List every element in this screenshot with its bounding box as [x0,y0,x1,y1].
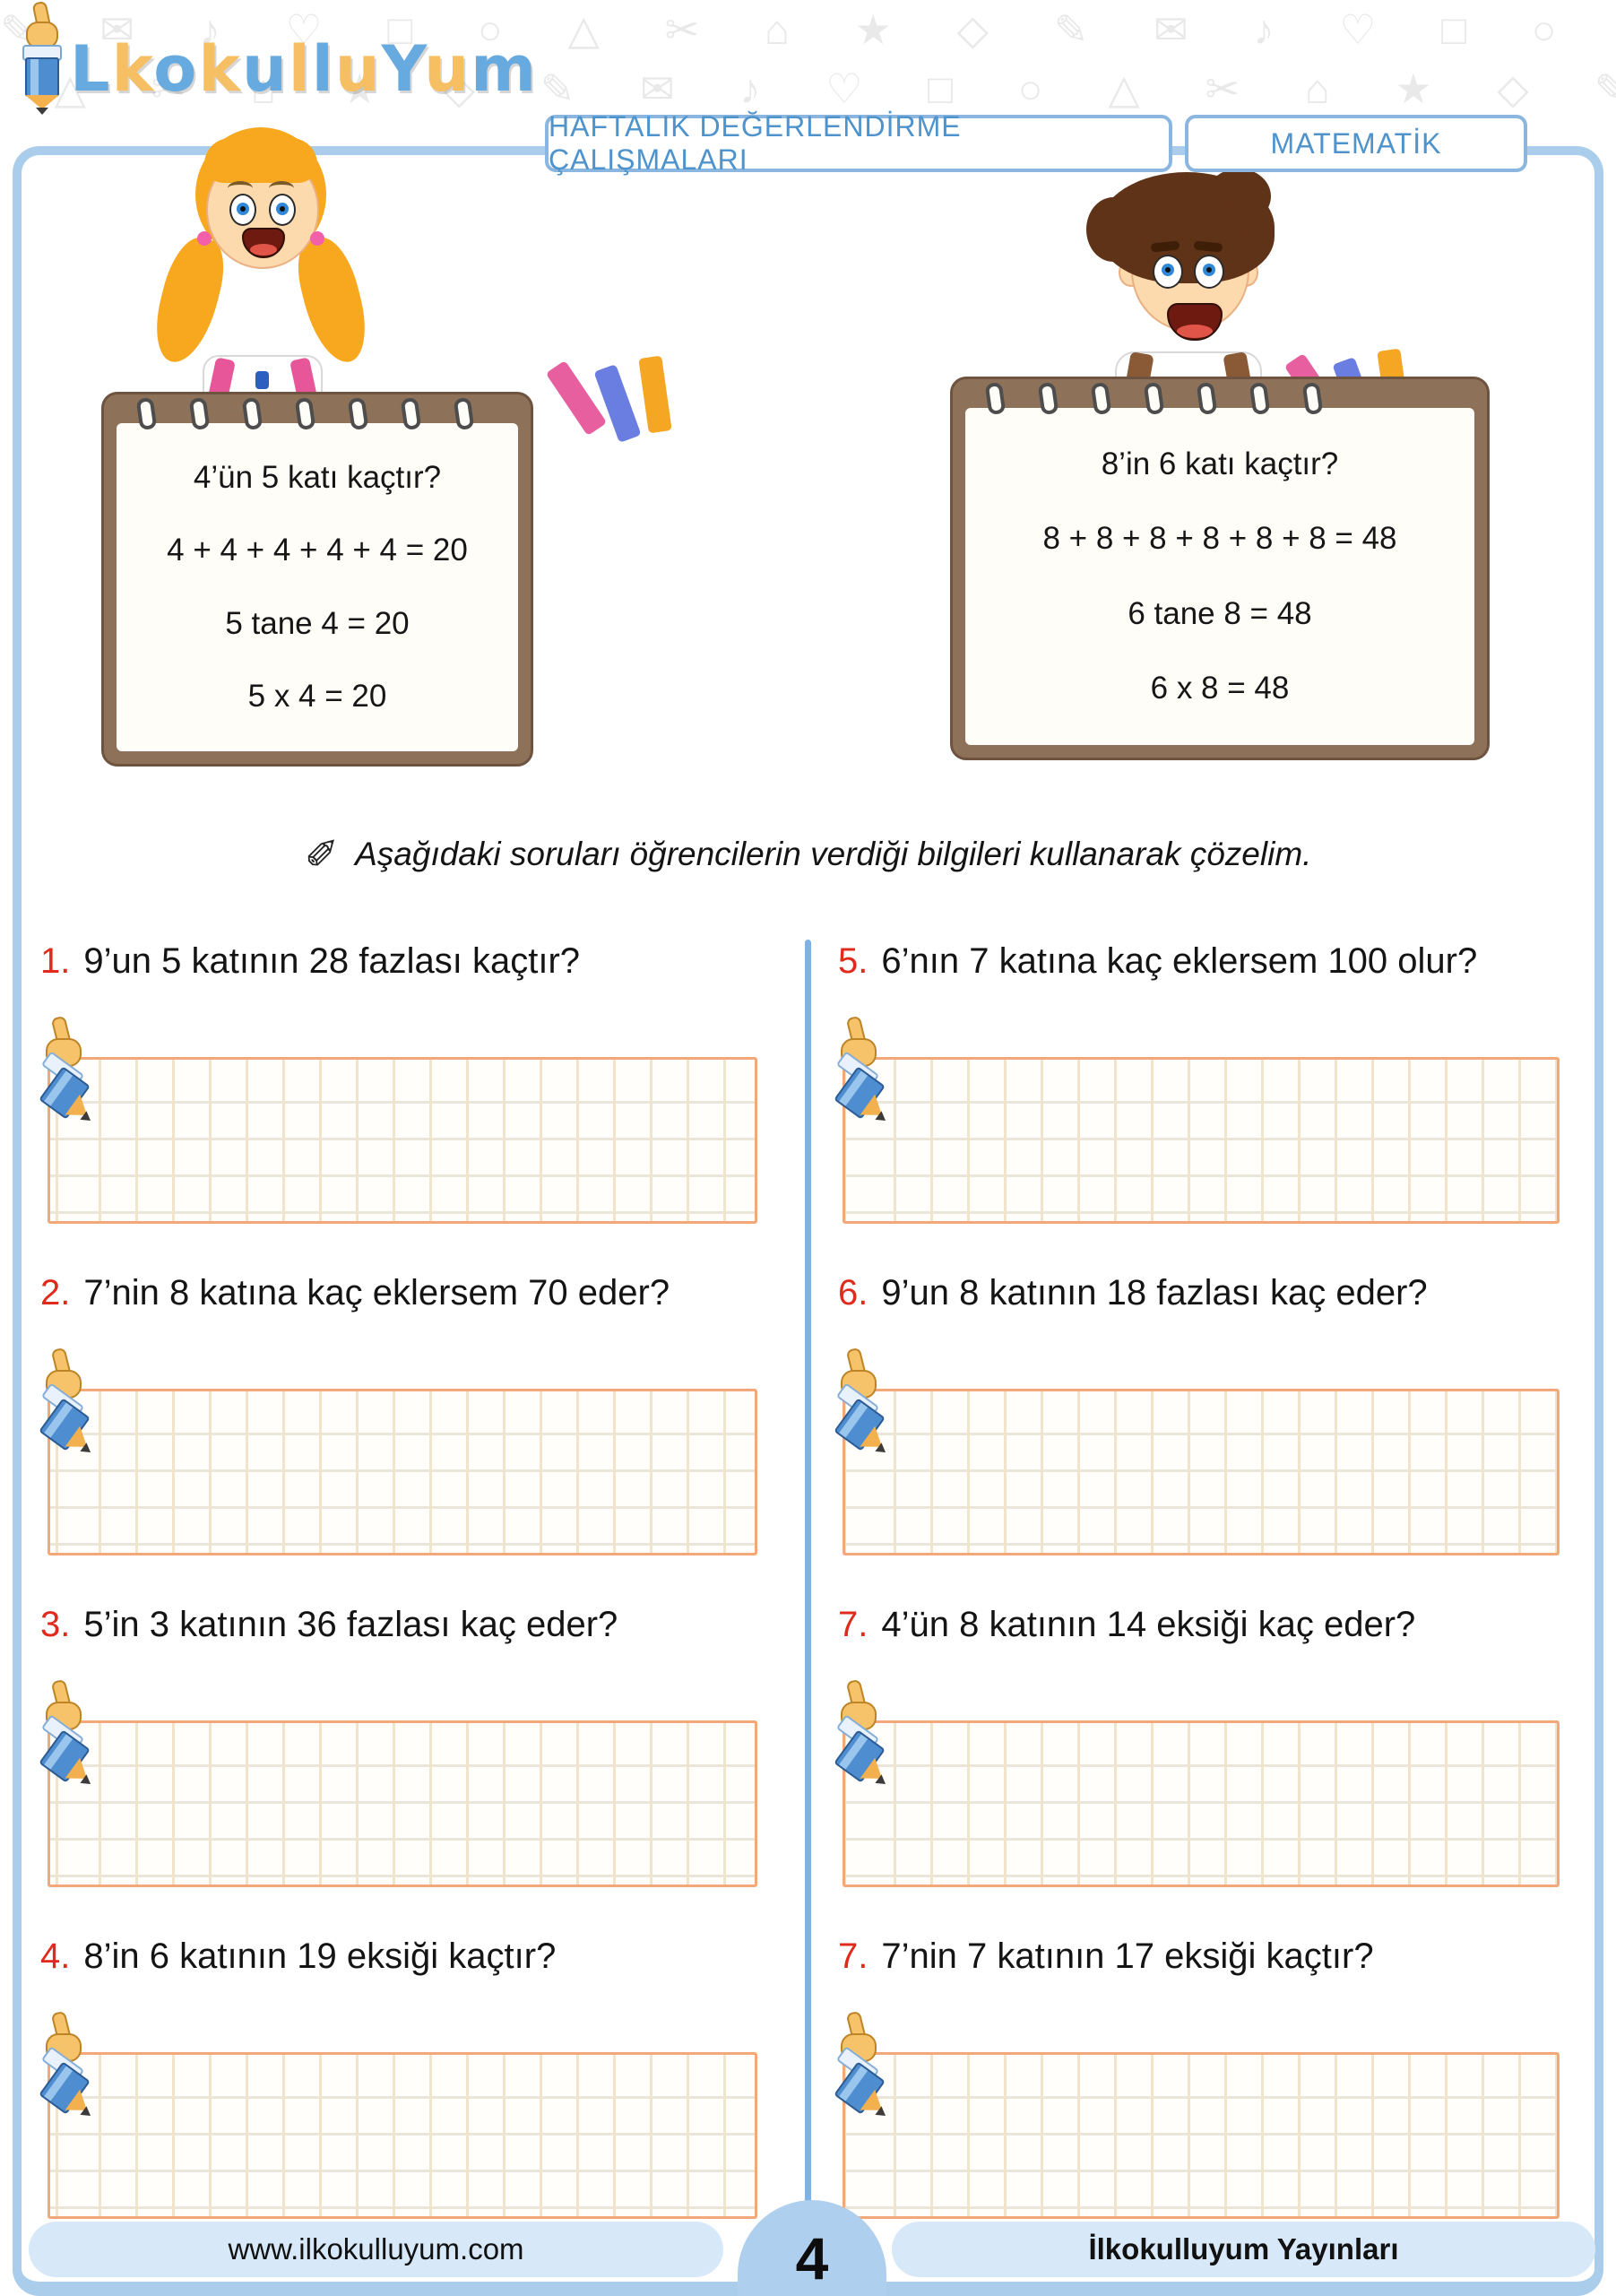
bookmarks-decoration [559,357,685,438]
example-multiplication: 5 x 4 = 20 [247,678,387,714]
question-number: 7. [838,1605,868,1644]
question-block-2 [40,1273,768,1555]
footer-publisher: İlkokulluyum Yayınları [892,2222,1595,2277]
header-badge-subject: MATEMATİK [1185,115,1527,172]
example-multiplication: 6 x 8 = 48 [1150,670,1290,706]
hand-pencil-icon [833,1680,892,1788]
question-number: 4. [40,1936,71,1976]
question-text: 7’nin 7 katının 17 eksiği kaçtır? [881,1936,1374,1976]
question-number: 1. [40,941,71,981]
example-count-line: 5 tane 4 = 20 [225,605,410,641]
answer-box[interactable] [843,2052,1560,2219]
answer-box[interactable] [843,1057,1560,1224]
question-number: 2. [40,1273,71,1313]
question-number: 5. [838,941,868,981]
hand-pencil-icon [38,1017,97,1124]
ilkokulluyum-logo [18,2,538,108]
answer-box[interactable] [48,1057,757,1224]
example-count-line: 6 tane 8 = 48 [1128,595,1312,631]
logo-text: LkokulluYum [70,32,539,106]
question-text: 7’nin 8 katına kaç eklersem 70 eder? [83,1273,670,1313]
answer-box[interactable] [843,1720,1560,1887]
question-text: 9’un 5 katının 28 fazlası kaçtır? [83,941,581,981]
question-block-5 [838,941,1566,1224]
girl-student-illustration [176,124,346,403]
spiral-rings [138,398,472,429]
question-block-3 [40,1605,768,1887]
example-question: 4’ün 5 katı kaçtır? [193,460,442,496]
example-card-boy [950,377,1490,760]
question-text: 9’un 8 katının 18 fazlası kaç eder? [881,1273,1428,1313]
answer-box[interactable] [843,1389,1560,1555]
question-text: 6’nın 7 katına kaç eklersem 100 olur? [881,941,1478,981]
instruction-text: Aşağıdaki soruları öğrencilerin verdiği bilgileri kullanarak çözelim. [355,836,1312,872]
question-text: 8’in 6 katının 19 eksiği kaçtır? [83,1936,557,1976]
hand-pencil-icon [38,2012,97,2119]
question-text: 5’in 3 katının 36 fazlası kaç eder? [83,1605,618,1644]
question-number: 6. [838,1273,868,1313]
column-divider [805,940,811,2207]
question-block-7 [838,1605,1566,1887]
answer-box[interactable] [48,2052,757,2219]
hand-pencil-icon [833,1017,892,1124]
question-block-6 [838,1273,1566,1555]
question-number: 3. [40,1605,71,1644]
example-question: 8’in 6 katı kaçtır? [1101,446,1339,482]
instruction-row [0,830,1616,879]
example-addition: 8 + 8 + 8 + 8 + 8 + 8 = 48 [1042,521,1397,557]
hand-pencil-icon [833,2012,892,2119]
question-block-1 [40,941,768,1224]
answer-box[interactable] [48,1720,757,1887]
example-card-girl [101,392,533,767]
hand-pencil-icon [38,1348,97,1456]
page-number: 4 [738,2200,886,2296]
question-number: 7. [838,1936,868,1976]
question-block-4 [40,1936,768,2219]
spiral-rings [987,383,1321,414]
header-badge-weekly-evaluation: HAFTALIK DEĞERLENDİRME ÇALIŞMALARI [545,115,1172,172]
footer-website: www.ilkokulluyum.com [29,2222,723,2277]
question-block-8 [838,1936,1566,2219]
boy-student-illustration [1092,172,1285,393]
hand-pencil-icon [38,1680,97,1788]
question-text: 4’ün 8 katının 14 eksiği kaç eder? [881,1605,1416,1644]
hand-pencil-icon [833,1348,892,1456]
pencil-icon [305,830,340,879]
example-addition: 4 + 4 + 4 + 4 + 4 = 20 [167,533,468,568]
pencil-hand-logo-icon [18,2,63,108]
answer-box[interactable] [48,1389,757,1555]
